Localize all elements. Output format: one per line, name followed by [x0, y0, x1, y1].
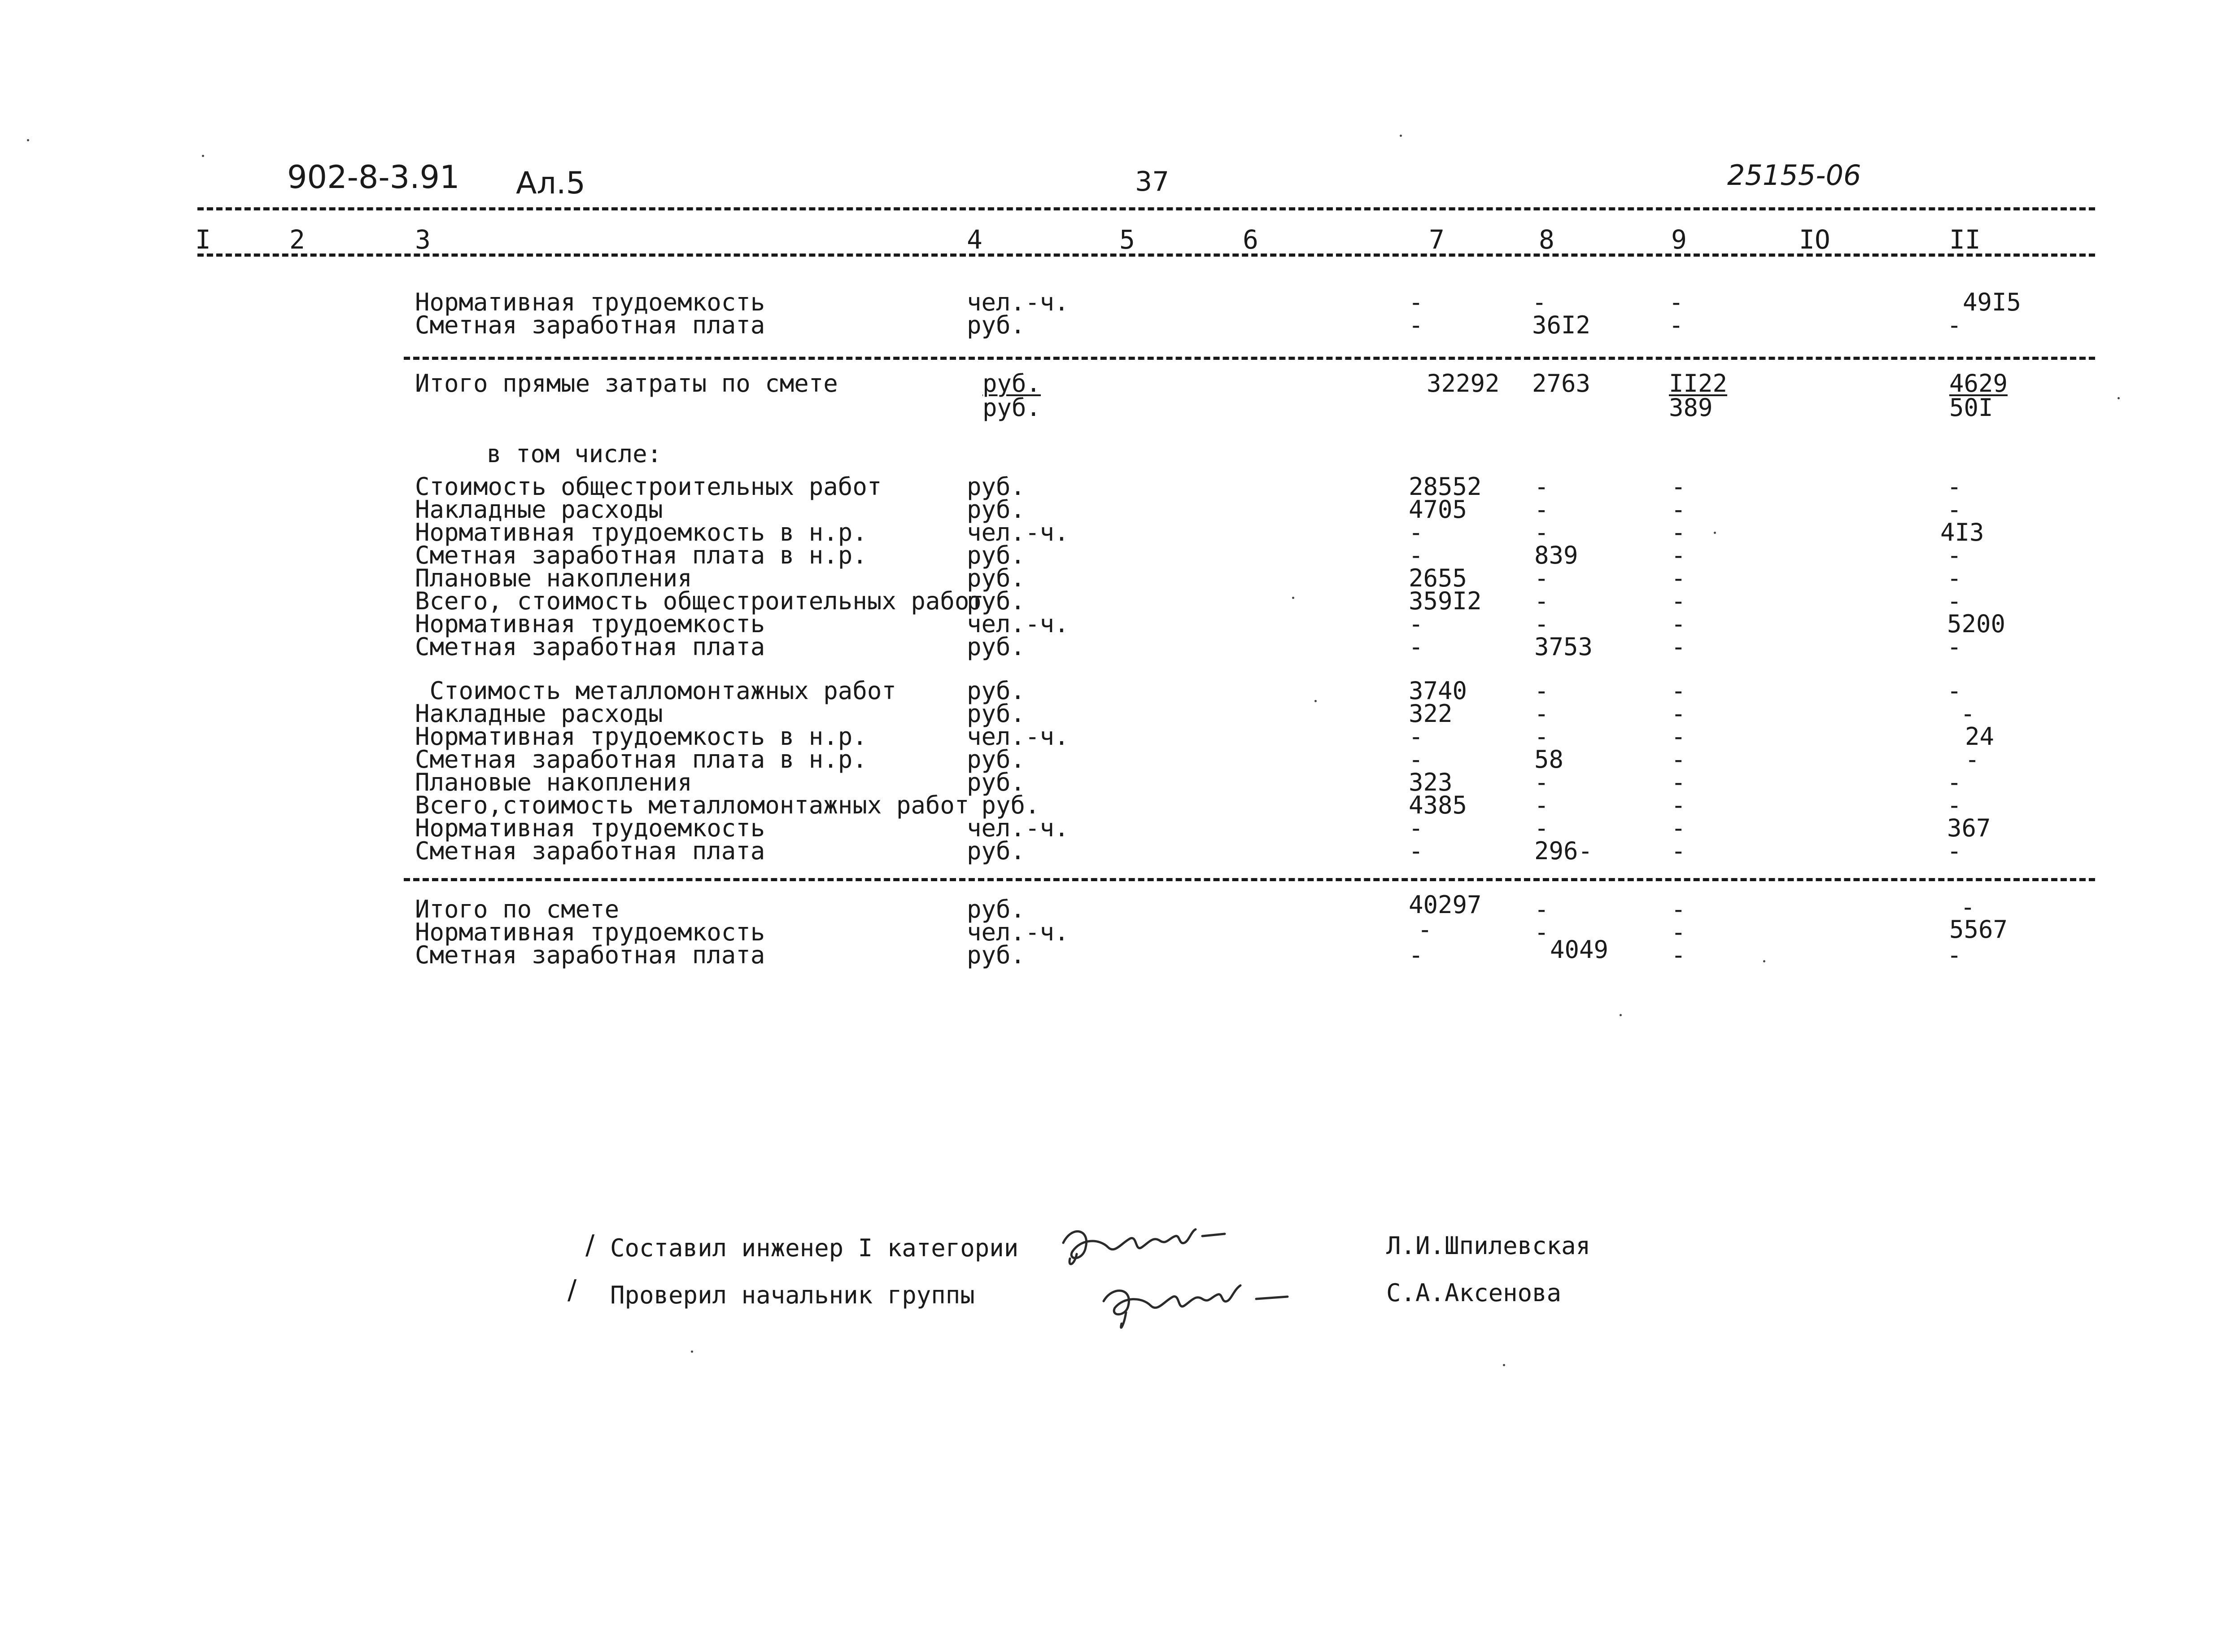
- cell-col11: -: [1947, 633, 1962, 661]
- document-number: 902-8-3.91: [287, 159, 460, 196]
- cell-col7: -: [1409, 633, 1423, 661]
- cell-col9: -: [1671, 941, 1686, 969]
- cell-col11: 5200: [1947, 610, 2006, 638]
- row-unit: чел.-ч.: [967, 814, 1069, 842]
- handwritten-signature-icon: [1059, 1211, 1238, 1274]
- row-unit: руб.: [967, 677, 1026, 705]
- cell-col8: -: [1534, 722, 1549, 751]
- cell-col11: -: [1947, 837, 1962, 865]
- cell-col11: -: [1960, 893, 1975, 921]
- row-name: Нормативная трудоемкость: [415, 814, 765, 842]
- row-name: Всего, стоимость общестроительных работ: [415, 587, 984, 615]
- cell-col8: 839: [1534, 541, 1578, 569]
- header-rule: [197, 207, 2095, 210]
- column-number: 5: [1119, 224, 1135, 255]
- row-unit: руб.: [967, 745, 1026, 774]
- row-unit: руб.: [967, 768, 1026, 796]
- column-number: 6: [1243, 224, 1258, 255]
- including-label: в том числе:: [487, 440, 662, 468]
- scan-speck: [27, 139, 29, 141]
- row-unit: руб.: [967, 541, 1026, 569]
- scan-speck: [1400, 135, 1402, 137]
- cell-col7: -: [1409, 311, 1423, 339]
- cell-col11-top: 4629: [1949, 369, 2008, 398]
- cell-col7: -: [1409, 941, 1423, 969]
- tick-mark: /: [568, 1274, 577, 1306]
- section-rule: [404, 878, 2095, 881]
- page-number: 37: [1135, 166, 1170, 197]
- section-rule: [404, 357, 2095, 360]
- cell-col9: -: [1671, 745, 1686, 774]
- cell-col11: -: [1947, 311, 1962, 339]
- cell-col11: -: [1947, 677, 1962, 705]
- cell-col9-bottom: 389: [1669, 393, 1713, 422]
- row-name: Сметная заработная плата: [415, 941, 765, 969]
- column-number: 4: [967, 224, 982, 255]
- row-name: Сметная заработная плата: [415, 633, 765, 661]
- cell-col9: -: [1671, 699, 1686, 728]
- cell-col7: 28552: [1409, 472, 1482, 501]
- row-unit: руб.: [967, 472, 1026, 501]
- cell-col11: -: [1947, 564, 1962, 592]
- cell-col8: 3753: [1534, 633, 1593, 661]
- row-name: Сметная заработная плата в н.р.: [415, 745, 867, 774]
- row-name: Итого по смете: [415, 895, 620, 923]
- cell-col9: -: [1671, 918, 1686, 946]
- cell-col8: -: [1534, 610, 1549, 638]
- cell-col11-bottom: 50I: [1949, 393, 1993, 422]
- cell-col11: -: [1947, 791, 1962, 819]
- row-unit: руб.: [967, 311, 1026, 339]
- handwritten-signature-icon: [1099, 1265, 1314, 1342]
- cell-col8: -: [1534, 472, 1549, 501]
- row-name: Нормативная трудоемкость в н.р.: [415, 518, 867, 546]
- row-unit: руб.: [967, 837, 1026, 865]
- cell-col8: 296-: [1534, 837, 1593, 865]
- cell-col11: -: [1947, 587, 1962, 615]
- cell-col8: -: [1534, 587, 1549, 615]
- cell-col9: -: [1671, 610, 1686, 638]
- cell-col8: -: [1534, 677, 1549, 705]
- column-number: II: [1949, 224, 1981, 255]
- scan-speck: [1314, 700, 1317, 702]
- cell-col9: -: [1671, 495, 1686, 524]
- row-unit: чел.-ч.: [967, 288, 1069, 316]
- cell-col7: -: [1409, 722, 1423, 751]
- column-number: 7: [1429, 224, 1445, 255]
- column-number: 8: [1539, 224, 1554, 255]
- row-unit: руб.: [967, 791, 1040, 819]
- cell-col8: -: [1534, 564, 1549, 592]
- cell-col11: -: [1947, 941, 1962, 969]
- cell-col7: 322: [1409, 699, 1453, 728]
- cell-col11: -: [1947, 472, 1962, 501]
- row-name: Плановые накопления: [415, 768, 692, 796]
- cell-col8: -: [1534, 518, 1549, 546]
- scan-speck: [1292, 597, 1294, 599]
- cell-col9: -: [1671, 564, 1686, 592]
- scan-speck: [691, 1350, 693, 1353]
- row-unit: чел.-ч.: [967, 918, 1069, 946]
- signature-name: С.А.Аксенова: [1386, 1279, 1562, 1307]
- cell-col9: -: [1669, 288, 1684, 316]
- row-name: Накладные расходы: [415, 699, 663, 728]
- cell-col7: 2655: [1409, 564, 1467, 592]
- column-number: 3: [415, 224, 431, 255]
- scan-speck: [1714, 532, 1716, 534]
- cell-col11: -: [1947, 541, 1962, 569]
- cell-col7: 40297: [1409, 891, 1482, 919]
- scan-speck: [202, 155, 204, 157]
- signature-role: Составил инженер I категории: [610, 1234, 1019, 1262]
- cell-col9: -: [1671, 541, 1686, 569]
- cell-col8: 36I2: [1532, 311, 1591, 339]
- row-unit: чел.-ч.: [967, 518, 1069, 546]
- row-unit-bottom: руб.: [982, 393, 1041, 422]
- row-unit: руб.: [967, 564, 1026, 592]
- cell-col7: 32292: [1427, 369, 1500, 398]
- cell-col7: 323: [1409, 768, 1453, 796]
- cell-col9: -: [1671, 472, 1686, 501]
- cell-col8: -: [1534, 895, 1549, 923]
- row-name: Нормативная трудоемкость в н.р.: [415, 722, 867, 751]
- row-name: Сметная заработная плата: [415, 837, 765, 865]
- cell-col11: 49I5: [1963, 288, 2021, 316]
- cell-col8: -: [1532, 288, 1547, 316]
- scan-speck: [1503, 1364, 1505, 1366]
- cell-col8: 58: [1534, 745, 1564, 774]
- row-unit-top: руб.: [982, 369, 1041, 398]
- cell-col11: 5567: [1949, 915, 2008, 944]
- column-number: I: [195, 224, 211, 255]
- cell-col8: -: [1534, 768, 1549, 796]
- cell-col8: -: [1534, 918, 1549, 946]
- row-unit: руб.: [967, 633, 1026, 661]
- cell-col7: 4385: [1409, 791, 1467, 819]
- cell-col8: 2763: [1532, 369, 1591, 398]
- column-number: 2: [289, 224, 305, 255]
- row-name: Нормативная трудоемкость: [415, 288, 765, 316]
- row-name: Накладные расходы: [415, 495, 663, 524]
- row-name: Итого прямые затраты по смете: [415, 369, 838, 398]
- row-unit: руб.: [967, 699, 1026, 728]
- row-name: Стоимость металломонтажных работ: [415, 677, 896, 705]
- row-name: Нормативная трудоемкость: [415, 610, 765, 638]
- cell-col7: -: [1409, 745, 1423, 774]
- row-unit: чел.-ч.: [967, 722, 1069, 751]
- row-name: Нормативная трудоемкость: [415, 918, 765, 946]
- cell-col9: -: [1671, 518, 1686, 546]
- row-unit: руб.: [967, 495, 1026, 524]
- row-unit: чел.-ч.: [967, 610, 1069, 638]
- scan-speck: [2117, 397, 2120, 399]
- cell-col9: -: [1671, 895, 1686, 923]
- inventory-number: 25155-06: [1727, 159, 1861, 192]
- cell-col9: -: [1669, 311, 1684, 339]
- cell-col9: -: [1671, 791, 1686, 819]
- cell-col8: 4049: [1550, 935, 1609, 964]
- cell-col8: -: [1534, 699, 1549, 728]
- cell-col8: -: [1534, 495, 1549, 524]
- cell-col9: -: [1671, 587, 1686, 615]
- cell-col9: -: [1671, 837, 1686, 865]
- cell-col7: -: [1409, 837, 1423, 865]
- cell-col9-top: II22: [1669, 369, 1728, 398]
- cell-col9: -: [1671, 633, 1686, 661]
- cell-col11: 24: [1965, 722, 1995, 751]
- sheet-label: Ал.5: [516, 166, 585, 201]
- column-number: IO: [1799, 224, 1830, 255]
- row-name: Сметная заработная плата в н.р.: [415, 541, 867, 569]
- row-unit: руб.: [967, 587, 1026, 615]
- cell-col11: -: [1960, 699, 1975, 728]
- cell-col7: 3740: [1409, 677, 1467, 705]
- signature-role: Проверил начальник группы: [610, 1281, 975, 1309]
- cell-col11: 4I3: [1940, 518, 1984, 546]
- cell-col8: -: [1534, 814, 1549, 842]
- cell-col7: -: [1418, 915, 1432, 944]
- cell-col7: -: [1409, 518, 1423, 546]
- cell-col7: -: [1409, 541, 1423, 569]
- cell-col7: -: [1409, 610, 1423, 638]
- cell-col8: -: [1534, 791, 1549, 819]
- row-name: Плановые накопления: [415, 564, 692, 592]
- cell-col7: 4705: [1409, 495, 1467, 524]
- scan-speck: [1763, 960, 1765, 962]
- cell-col11: -: [1947, 768, 1962, 796]
- cell-col9: -: [1671, 814, 1686, 842]
- column-number: 9: [1671, 224, 1687, 255]
- cell-col7: 359I2: [1409, 587, 1482, 615]
- row-name: Всего,стоимость металломонтажных работ: [415, 791, 969, 819]
- row-unit: руб.: [967, 941, 1026, 969]
- cell-col9: -: [1671, 722, 1686, 751]
- scan-speck: [1620, 1014, 1622, 1016]
- signature-name: Л.И.Шпилевская: [1386, 1232, 1591, 1260]
- cell-col11: 367: [1947, 814, 1991, 842]
- row-name: Сметная заработная плата: [415, 311, 765, 339]
- cell-col11: -: [1947, 495, 1962, 524]
- cell-col7: -: [1409, 814, 1423, 842]
- cell-col9: -: [1671, 677, 1686, 705]
- tick-mark: /: [585, 1229, 595, 1261]
- cell-col11: -: [1965, 745, 1980, 774]
- cell-col7: -: [1409, 288, 1423, 316]
- row-name: Стоимость общестроительных работ: [415, 472, 882, 501]
- row-unit: руб.: [967, 895, 1026, 923]
- cell-col9: -: [1671, 768, 1686, 796]
